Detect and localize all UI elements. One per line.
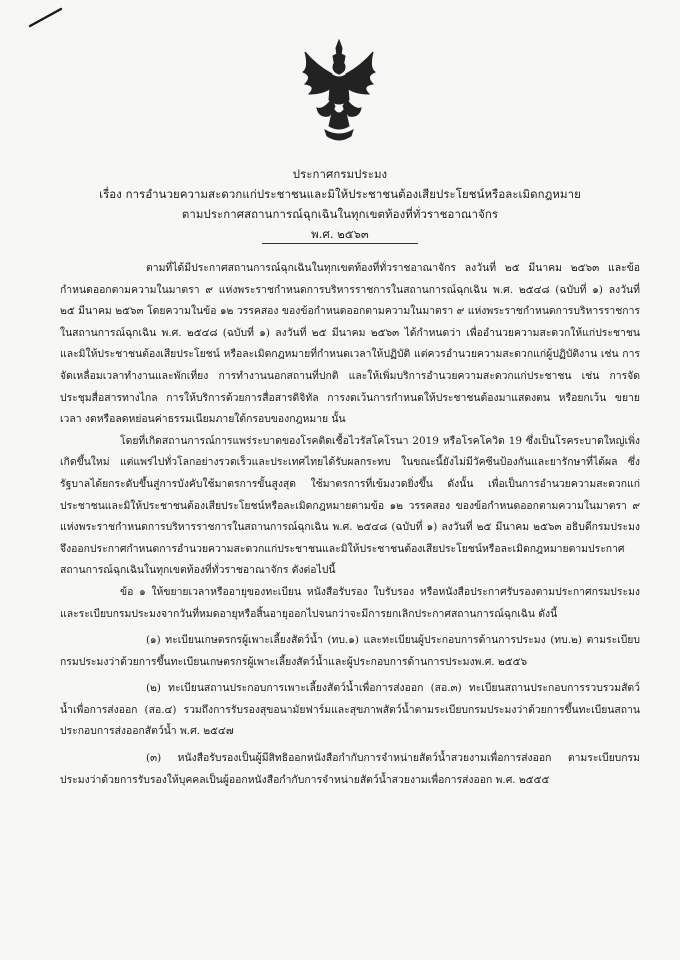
list-item: (๒) ทะเบียนสถานประกอบการเพาะเลี้ยงสัตว์น้ำเพื่อการส่งออก (สอ.๓) ทะเบียนสถานประกอบการรวบรวมสัตว์น้ำเพื่อการส่งออก (สอ.๔) รวมถึงการรับรองสุขอนามัยฟาร์มและสุขภาพสัตว์น้ำตามระเบียบกรมประมงว่าด้วยการขึ้นทะเบียนสถานประกอบการส่งออกสัตว์น้ำ พ.ศ. ๒๕๔๗ [60,682,640,738]
paragraph-reason: โดยที่เกิดสถานการณ์การแพร่ระบาดของโรคติดเชื้อไวรัสโคโรนา 2019 หรือโรคโควิด 19 ซึ่งเป็นโรคระบาดใหญ่เพิ่งเกิดขึ้นใหม่ แต่แพร่ไปทั่วโลกอย่างรวดเร็วและประเทศไทยได้รับผลกระทบ ในขณะนี้ยังไม่มีวัคซีนป้องกันและยารักษาที่ได้ผล ซึ่งรัฐบาลได้ยกระดับขึ้นสู่การบังคับใช้มาตรการขั้นสูงสุด ใช้มาตรการที่เข้มงวดยิ่งขึ้น ดังนั้น เพื่อเป็นการอำนวยความสะดวกแก่ประชาชนและมิให้ประชาชนต้องเสียประโยชน์หรือละเมิดกฎหมายตามข้อ ๑๒ วรรคสอง ของข้อกำหนดออกตามความในมาตรา ๙ แห่งพระราชกำหนดการบริหารราชการในสถานการณ์ฉุกเฉิน พ.ศ. ๒๕๔๘ (ฉบับที่ ๑) ลงวันที่ ๒๕ มีนาคม ๒๕๖๓ อธิบดีกรมประมงจึงออกประกาศกำหนดการอำนวยความสะดวกแก่ประชาชนและมิให้ประชาชนต้องเสียประโยชน์หรือละเมิดกฎหมายตามประกาศสถานการณ์ฉุกเฉินในทุกเขตท้องที่ทั่วราชอาณาจักร ดังต่อไปนี้ [60,434,640,577]
announcement-year: พ.ศ. ๒๕๖๓ [311,227,369,241]
announcement-body [60,258,640,791]
clause-1: ข้อ ๑ ให้ขยายเวลาหรืออายุของทะเบียน หนังสือรับรอง ใบรับรอง หรือหนังสือประกาศรับรองตามประกาศกรมประมงและระเบียบกรมประมงจากวันที่หมดอายุหรือสิ้นอายุออกไปจนกว่าจะมีการยกเลิกประกาศสถานการณ์ฉุกเฉิน ดังนี้ [60,585,640,620]
subject-line: เรื่อง การอำนวยความสะดวกแก่ประชาชนและมิให้ประชาชนต้องเสียประโยชน์หรือละเมิดกฎหมาย [99,187,581,201]
paragraph-preamble: ตามที่ได้มีประกาศสถานการณ์ฉุกเฉินในทุกเขตท้องที่ทั่วราชอาณาจักร ลงวันที่ ๒๕ มีนาคม ๒๕๖๓ และข้อกำหนดออกตามความในมาตรา ๙ แห่งพระราชกำหนดการบริหารราชการในสถานการณ์ฉุกเฉิน พ.ศ. ๒๕๔๘ (ฉบับที่ ๑) ลงวันที่ ๒๕ มีนาคม ๒๕๖๓ โดยความในข้อ ๑๒ วรรคสอง ของข้อกำหนดออกตามความในมาตรา ๙ แห่งพระราชกำหนดการบริหารราชการในสถานการณ์ฉุกเฉิน พ.ศ. ๒๕๔๘ (ฉบับที่ ๑) ลงวันที่ ๒๕ มีนาคม ๒๕๖๓ ได้กำหนดว่า เพื่ออำนวยความสะดวกให้แก่ประชาชน และมิให้ประชาชนต้องเสียประโยชน์ หรือละเมิดกฎหมายที่กำหนดเวลาให้ปฏิบัติ แต่ควรอำนวยความสะดวกแก่ผู้ปฏิบัติงาน เช่น การจัดเหลื่อมเวลาทำงานและพักเที่ยง การทำงานนอกสถานที่ปกติ และให้เพิ่มบริการอำนวยความสะดวกแก่ประชาชน เช่น การจัดประชุมสื่อสารทางไกล การให้บริการด้วยการสื่อสารดิจิทัล การงดเว้นการกำหนดให้ประชาชนต้องมาแสดงตน หรือยกเว้น ขยายเวลา งดหรือลดหย่อนค่าธรรมเนียมภายใต้กรอบของกฎหมาย นั้น [60,262,640,426]
list-item: (๑) ทะเบียนเกษตรกรผู้เพาะเลี้ยงสัตว์น้ำ (ทบ.๑) และทะเบียนผู้ประกอบการด้านการประมง (ทบ.๒) ตามระเบียบกรมประมงว่าด้วยการขึ้นทะเบียนเกษตรกรผู้เพาะเลี้ยงสัตว์น้ำและผู้ประกอบการด้านการประมงพ.ศ. ๒๕๕๖ [60,634,640,668]
issuer-title: ประกาศกรมประมง [292,167,388,181]
title-divider [262,243,418,244]
list-item: (๓) หนังสือรับรองเป็นผู้มีสิทธิออกหนังสือกำกับการจำหน่ายสัตว์น้ำสวยงามเพื่อการส่งออก ตามระเบียบกรมประมงว่าด้วยการรับรองให้บุคคลเป็นผู้ออกหนังสือกำกับการจำหน่ายสัตว์น้ำสวยงามเพื่อการส่งออก พ.ศ. ๒๕๕๕ [60,752,640,786]
pen-stroke-mark [28,6,64,28]
garuda-emblem [297,38,381,146]
subject-line-2: ตามประกาศสถานการณ์ฉุกเฉินในทุกเขตท้องที่ทั่วราชอาณาจักร [181,207,499,221]
